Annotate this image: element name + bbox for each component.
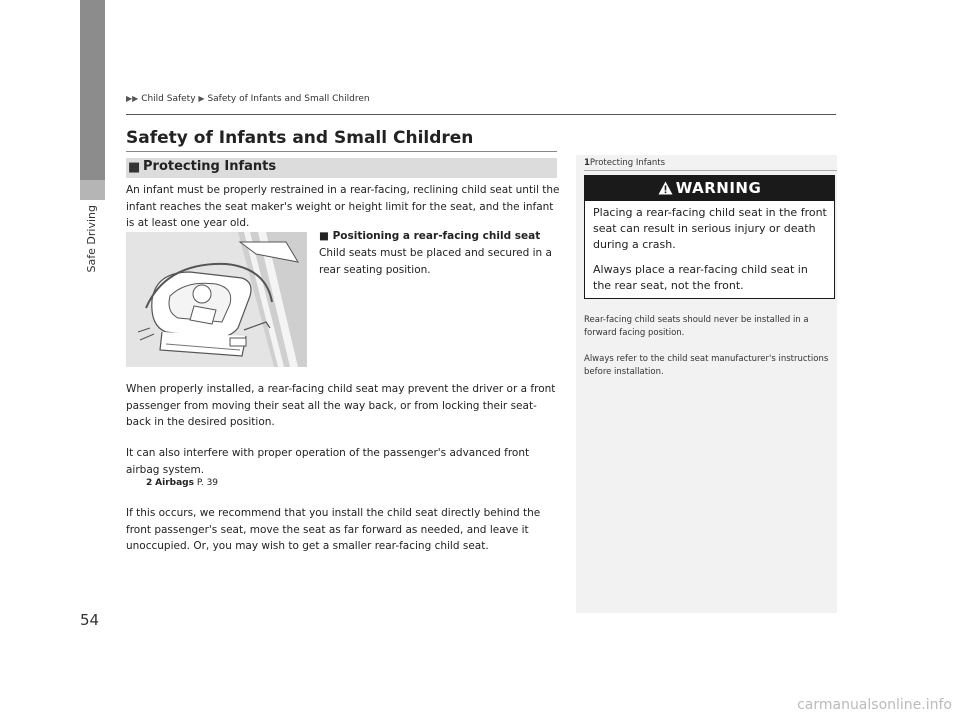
- side-tab-label: Safe Driving: [85, 205, 98, 273]
- reference-arrow-icon: 2: [146, 478, 153, 488]
- breadcrumb-item-child-safety[interactable]: Child Safety: [141, 94, 196, 104]
- square-bullet-icon: ■: [128, 160, 141, 175]
- sidebar-heading: [584, 158, 665, 168]
- subheading-text: Positioning a rear-facing child seat: [332, 230, 541, 242]
- warning-triangle-icon: [658, 181, 673, 195]
- sidebar-note-manufacturer: Always refer to the child seat manufacturer's instructions before installation.: [584, 354, 829, 377]
- xref-title: Airbags: [155, 478, 194, 488]
- title-rule: [126, 151, 557, 152]
- breadcrumb-item-current[interactable]: Safety of Infants and Small Children: [207, 94, 370, 104]
- xref-page: P. 39: [196, 478, 219, 488]
- warning-header: [585, 176, 834, 201]
- breadcrumb-arrow-icon: ▶: [198, 94, 205, 103]
- subheading-positioning: [319, 230, 540, 242]
- airbag-interference-paragraph: It can also interfere with proper operation of the passenger's advanced front airbag system.: [126, 447, 530, 476]
- installation-paragraph: When properly installed, a rear-facing child seat may prevent the driver or a front passenger from moving their seat all the way back, or from locking their seat-back in the desired position.: [126, 383, 556, 428]
- sidebar-heading-text: Protecting Infants: [589, 158, 666, 168]
- header-rule: [126, 114, 836, 115]
- child-seat-drawing: [126, 232, 307, 367]
- sidebar-rule: [584, 170, 837, 171]
- warning-text-front-seat: Placing a rear-facing child seat in the front seat can result in serious injury or death during a crash.: [593, 206, 827, 251]
- sidebar-note-forward-facing: Rear-facing child seats should never be installed in a forward facing position.: [584, 315, 809, 338]
- rear-facing-child-seat-illustration: [126, 232, 307, 367]
- breadcrumb: [126, 94, 370, 104]
- section-heading-bar: [126, 158, 557, 178]
- warning-text-rear-seat: Always place a rear-facing child seat in the rear seat, not the front.: [593, 263, 808, 292]
- sidebar-notes: [576, 155, 837, 613]
- positioning-paragraph: Child seats must be placed and secured in a rear seating position.: [319, 247, 552, 276]
- page-title: Safety of Infants and Small Children: [126, 128, 474, 148]
- intro-paragraph: An infant must be properly restrained in a rear-facing, reclining child seat until the infant reaches the seat maker's weight or height limit for the seat, and the infant is at least one year old.: [126, 184, 560, 229]
- side-tab-marker: [80, 0, 105, 180]
- section-title: Protecting Infants: [143, 159, 277, 174]
- warning-box: [584, 175, 835, 299]
- side-tab-marker-light: [80, 180, 105, 200]
- square-bullet-icon: ■: [319, 230, 329, 242]
- recommendation-paragraph: If this occurs, we recommend that you install the child seat directly behind the front passenger's seat, move the seat as far forward as needed, and leave it unoccupied. Or, you may wish to get a smaller rear-facing child seat.: [126, 507, 541, 552]
- page-number: 54: [80, 611, 100, 629]
- watermark-text: carmanualsonline.info: [797, 697, 952, 713]
- warning-label: WARNING: [675, 179, 762, 197]
- breadcrumb-arrow-icon: ▶▶: [126, 94, 139, 103]
- airbags-cross-reference[interactable]: [146, 478, 218, 488]
- note-icon: 1: [584, 158, 590, 168]
